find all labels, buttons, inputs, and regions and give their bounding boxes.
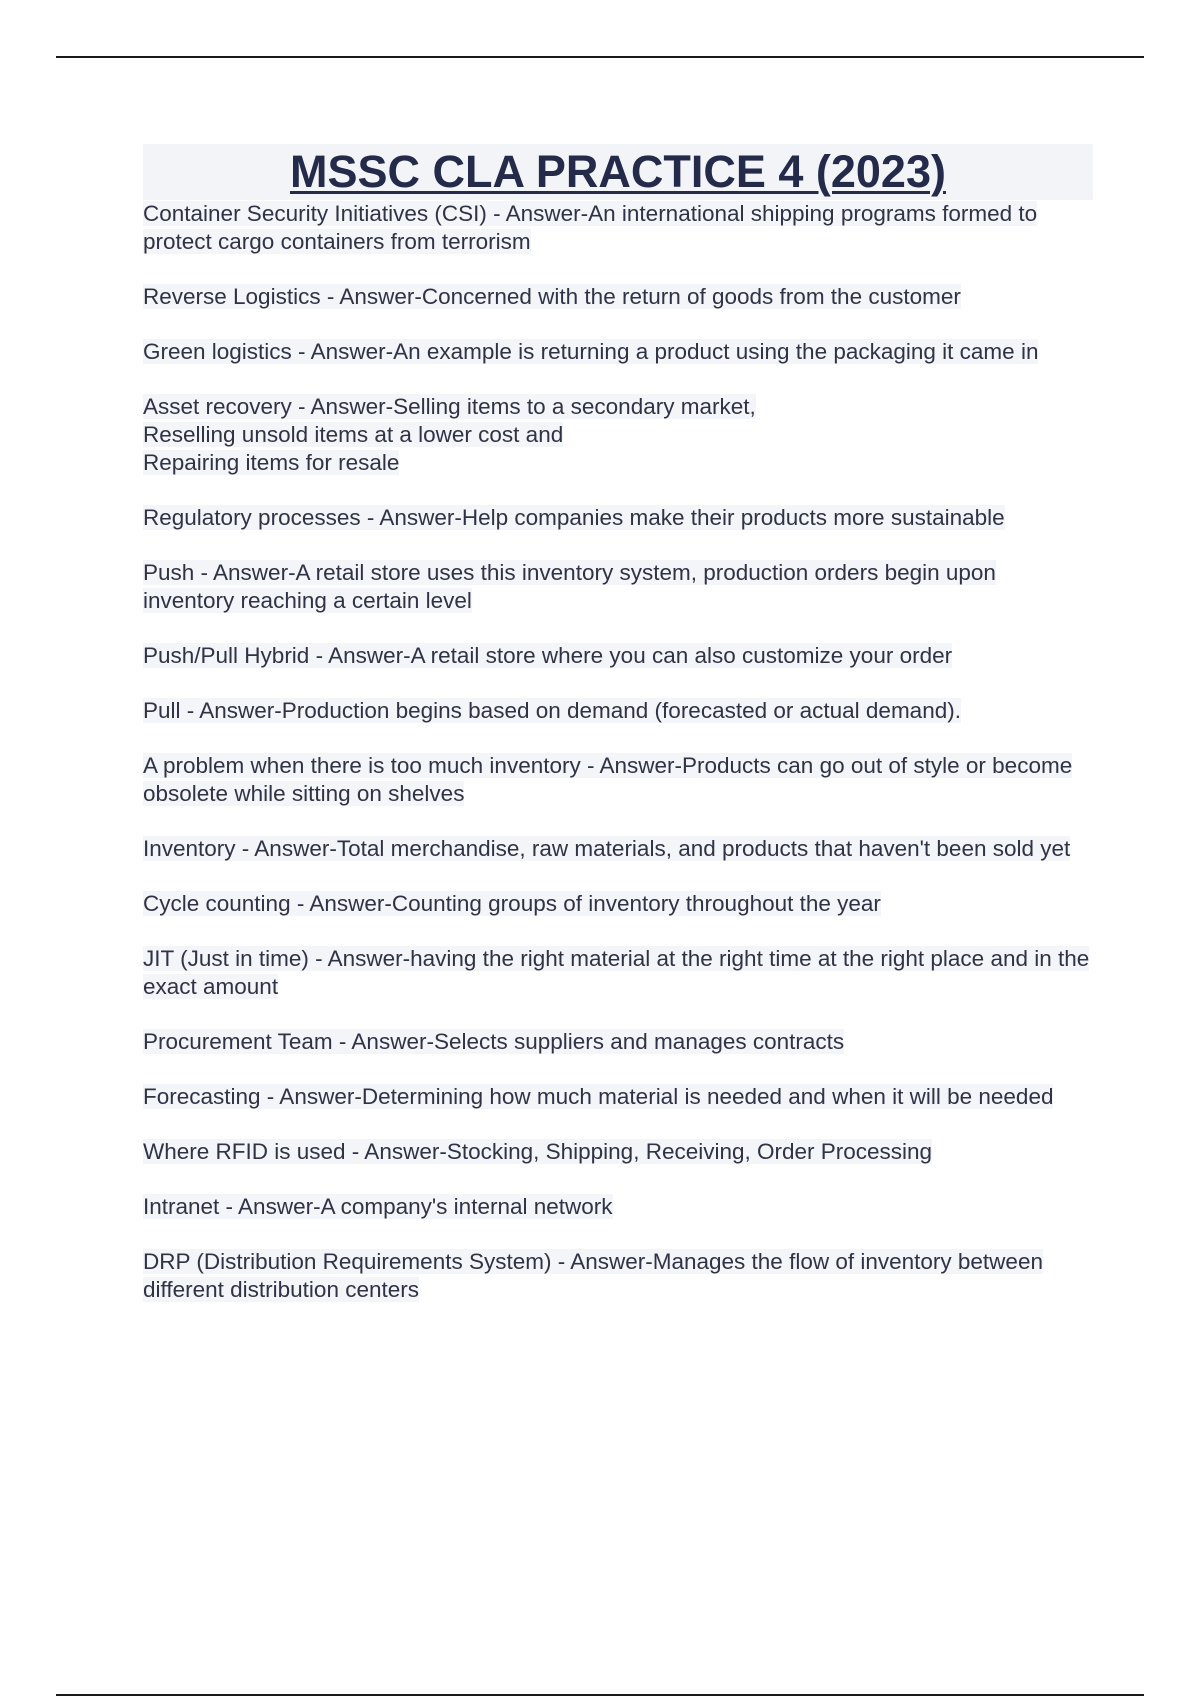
qa-entry (143, 642, 1093, 670)
qa-entry-text: A problem when there is too much inventory - Answer-Products can go out of style or become obsolete while sitting on shelves (143, 753, 1073, 806)
qa-entry (143, 1028, 1093, 1056)
qa-entry-text: Forecasting - Answer-Determining how much material is needed and when it will be needed (143, 1084, 1054, 1109)
qa-entry (143, 697, 1093, 725)
qa-entry (143, 283, 1093, 311)
qa-entry-text: DRP (Distribution Requirements System) - Answer-Manages the flow of inventory between different distribution centers (143, 1249, 1043, 1302)
qa-entry (143, 1083, 1093, 1111)
qa-entry (143, 1193, 1093, 1221)
qa-entry (143, 1248, 1093, 1304)
qa-list (143, 200, 1093, 1304)
qa-entry-text: Regulatory processes - Answer-Help companies make their products more sustainable (143, 505, 1005, 530)
qa-entry-text: Procurement Team - Answer-Selects suppliers and manages contracts (143, 1029, 845, 1054)
bottom-rule (56, 1694, 1144, 1696)
qa-entry (143, 835, 1093, 863)
qa-entry (143, 752, 1093, 808)
qa-entry (143, 1138, 1093, 1166)
qa-entry-text: Push/Pull Hybrid - Answer-A retail store where you can also customize your order (143, 643, 953, 668)
qa-entry-text: Push - Answer-A retail store uses this inventory system, production orders begin upon inventory reaching a certain level (143, 560, 996, 613)
qa-entry-text: Container Security Initiatives (CSI) - Answer-An international shipping programs formed to protect cargo containers from terrorism (143, 201, 1038, 254)
qa-entry-text: Intranet - Answer-A company's internal network (143, 1194, 613, 1219)
qa-entry-text: JIT (Just in time) - Answer-having the right material at the right time at the right place and in the exact amount (143, 946, 1090, 999)
document-body (143, 144, 1093, 1331)
qa-entry-text: Green logistics - Answer-An example is returning a product using the packaging it came in (143, 339, 1039, 364)
qa-entry (143, 559, 1093, 615)
page-title-text: MSSC CLA PRACTICE 4 (2023) (290, 146, 946, 197)
qa-entry (143, 393, 1093, 477)
qa-entry-text: Pull - Answer-Production begins based on demand (forecasted or actual demand). (143, 698, 961, 723)
qa-entry-text: Inventory - Answer-Total merchandise, raw materials, and products that haven't been sold yet (143, 836, 1071, 861)
top-rule (56, 56, 1144, 58)
qa-entry (143, 338, 1093, 366)
qa-entry (143, 200, 1093, 256)
page-title (143, 144, 1093, 200)
qa-entry-text: Cycle counting - Answer-Counting groups of inventory throughout the year (143, 891, 881, 916)
qa-entry (143, 890, 1093, 918)
qa-entry-text: Reverse Logistics - Answer-Concerned with the return of goods from the customer (143, 284, 961, 309)
qa-entry (143, 504, 1093, 532)
qa-entry-text: Asset recovery - Answer-Selling items to a secondary market, Reselling unsold items at a lower cost and Repairing items for resale (143, 394, 756, 475)
qa-entry (143, 945, 1093, 1001)
qa-entry-text: Where RFID is used - Answer-Stocking, Shipping, Receiving, Order Processing (143, 1139, 933, 1164)
